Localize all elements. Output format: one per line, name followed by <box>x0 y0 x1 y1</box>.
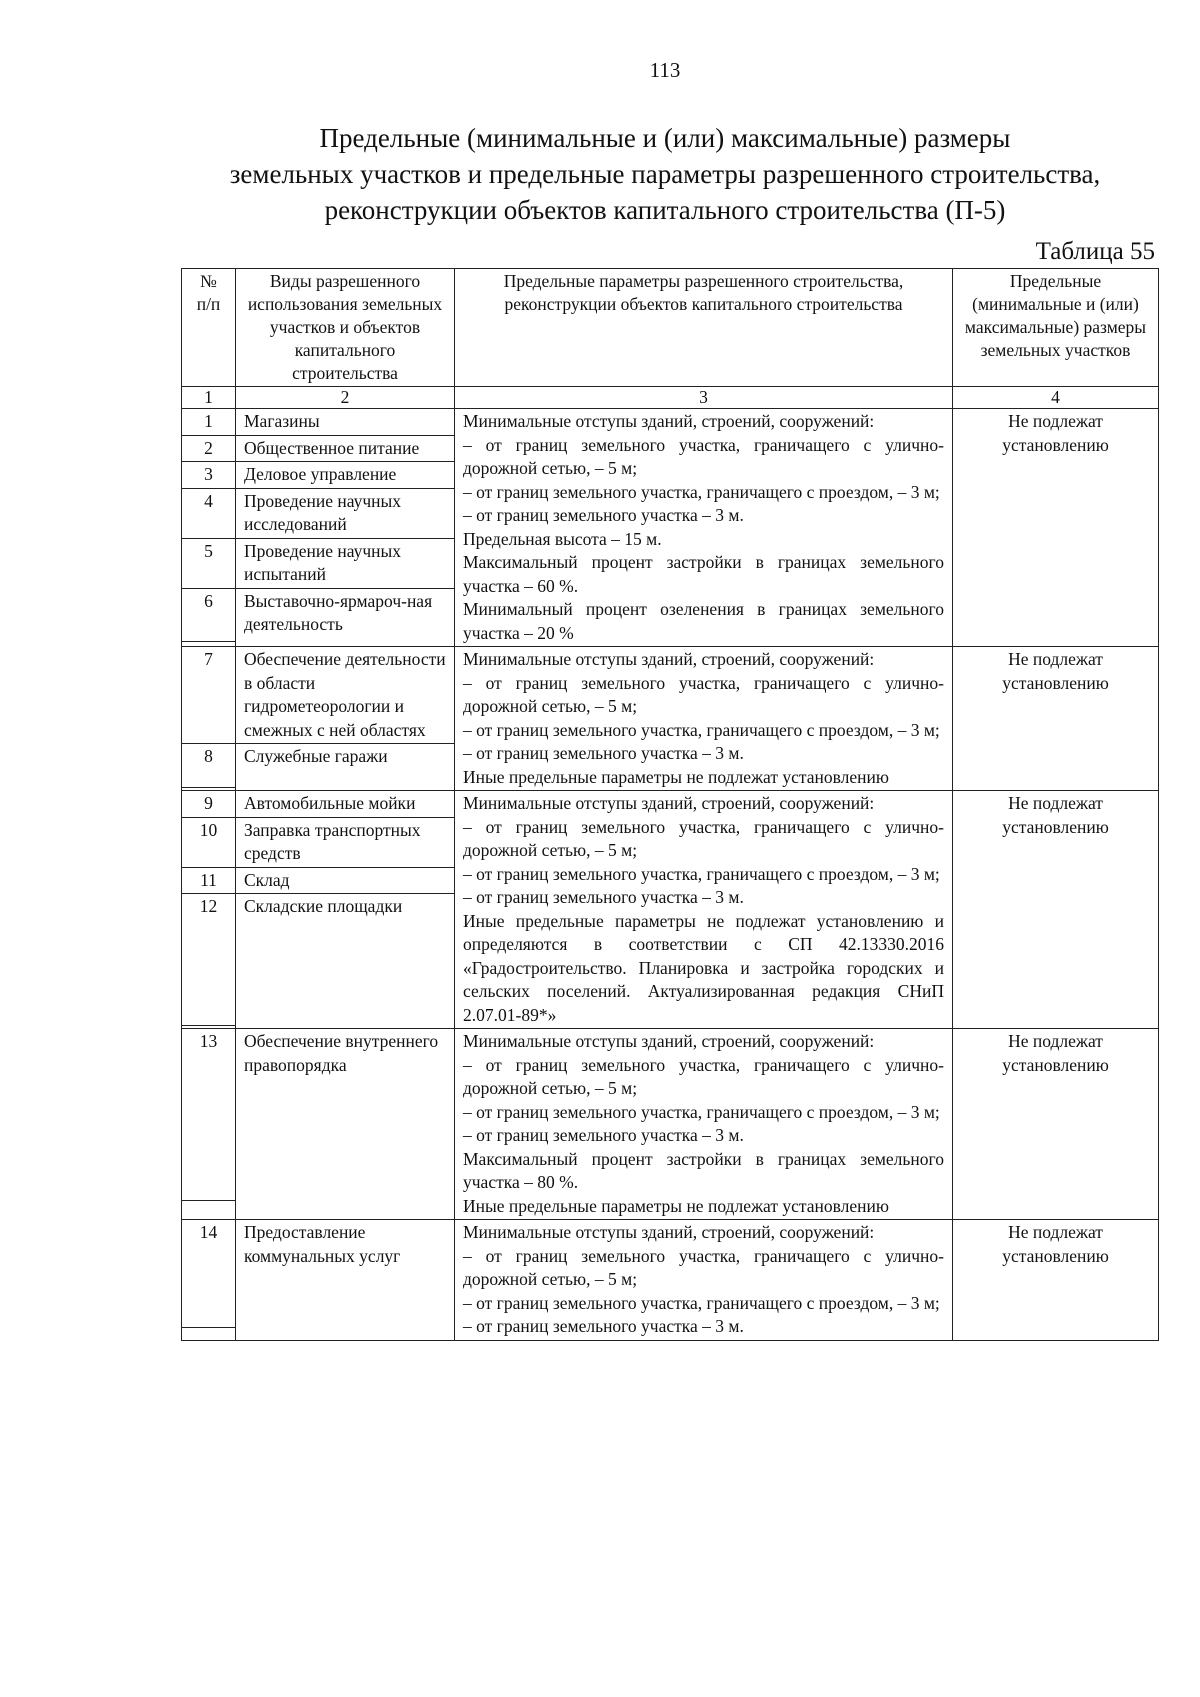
title-line-2: земельных участков и предельные параметры разрешенного строительства, <box>229 159 1101 189</box>
empty-cell <box>182 1328 236 1340</box>
table-header-row <box>182 269 1159 387</box>
header-construction-parameters: Предельные параметры разрешенного строительства, реконструкции объектов капитального строительства <box>455 269 953 387</box>
header-plot-size: Предельные (минимальные и (или) максимальные) размеры земельных участков <box>953 269 1159 387</box>
row-number: 12 <box>182 894 236 1026</box>
permitted-use-name: Магазины <box>236 409 455 436</box>
permitted-use-name: Склад <box>236 867 455 894</box>
row-number: 7 <box>182 647 236 744</box>
plot-size-value: Не подлежат установлению <box>953 1220 1159 1341</box>
construction-parameters: Минимальные отступы зданий, строений, сооружений: – от границ земельного участка, граничащего с улично-дорожной сетью, – 5 м; – от границ земельного участка, граничащего с проездом, – 3 м; – от границ земельного участка – 3 м. Максимальный процент застройки в границах земельного участка – 80 %. Иные предельные параметры не подлежат установлению <box>455 1029 953 1220</box>
permitted-use-name: Обеспечение деятельности в области гидрометеорологии и смежных с ней областях <box>236 647 455 744</box>
column-index: 2 <box>236 387 455 409</box>
table-row <box>182 647 1159 744</box>
row-number: 4 <box>182 488 236 538</box>
permitted-use-name: Заправка транспортных средств <box>236 817 455 867</box>
construction-parameters: Минимальные отступы зданий, строений, сооружений: – от границ земельного участка, граничащего с улично-дорожной сетью, – 5 м; – от границ земельного участка, граничащего с проездом, – 3 м; – от границ земельного участка – 3 м. Предельная высота – 15 м. Максимальный процент застройки в границах земельного участка – 60 %. Минимальный процент озеленения в границах земельного участка – 20 % <box>455 409 953 647</box>
header-permitted-use: Виды разрешенного использования земельных участков и объектов капитального строительства <box>236 269 455 387</box>
plot-size-value: Не подлежат установлению <box>953 791 1159 1029</box>
row-number: 5 <box>182 538 236 588</box>
column-index: 1 <box>182 387 236 409</box>
row-number: 6 <box>182 588 236 641</box>
empty-cell <box>182 1200 236 1219</box>
row-number: 8 <box>182 744 236 788</box>
title-line-1: Предельные (минимальные и (или) максимальные) размеры <box>319 123 1011 153</box>
plot-size-value: Не подлежат установлению <box>953 409 1159 647</box>
row-number: 9 <box>182 791 236 818</box>
page-number: 113 <box>649 58 681 82</box>
permitted-use-name: Складские площадки <box>236 894 455 1029</box>
permitted-use-name: Служебные гаражи <box>236 744 455 791</box>
page-title <box>165 120 1165 228</box>
row-number: 1 <box>182 409 236 436</box>
permitted-use-name: Обеспечение внутреннего правопорядка <box>236 1029 455 1220</box>
column-index-row <box>182 387 1159 409</box>
plot-size-value: Не подлежат установлению <box>953 1029 1159 1220</box>
column-index: 3 <box>455 387 953 409</box>
permitted-use-name: Предоставление коммунальных услуг <box>236 1220 455 1341</box>
plot-size-value: Не подлежат установлению <box>953 647 1159 791</box>
permitted-use-name: Деловое управление <box>236 462 455 489</box>
table-row <box>182 791 1159 818</box>
row-number: 2 <box>182 435 236 462</box>
table-row <box>182 1029 1159 1201</box>
row-number: 11 <box>182 867 236 894</box>
table-row <box>182 1220 1159 1328</box>
construction-parameters: Минимальные отступы зданий, строений, сооружений: – от границ земельного участка, граничащего с улично-дорожной сетью, – 5 м; – от границ земельного участка, граничащего с проездом, – 3 м; – от границ земельного участка – 3 м. Иные предельные параметры не подлежат установлению <box>455 647 953 791</box>
permitted-use-name: Общественное питание <box>236 435 455 462</box>
table-row <box>182 409 1159 436</box>
header-number: № п/п <box>182 269 236 387</box>
construction-parameters: Минимальные отступы зданий, строений, сооружений: – от границ земельного участка, граничащего с улично-дорожной сетью, – 5 м; – от границ земельного участка, граничащего с проездом, – 3 м; – от границ земельного участка – 3 м. Иные предельные параметры не подлежат установлению и определяются в соответствии с СП 42.13330.2016 «Градостроительство. Планировка и застройка городских и сельских поселений. Актуализированная редакция СНиП 2.07.01-89*» <box>455 791 953 1029</box>
column-index: 4 <box>953 387 1159 409</box>
permitted-use-name: Автомобильные мойки <box>236 791 455 818</box>
row-number: 10 <box>182 817 236 867</box>
title-line-3: реконструкции объектов капитального строительства (П-5) <box>324 195 1006 225</box>
row-number: 14 <box>182 1220 236 1328</box>
table-label: Таблица 55 <box>1035 238 1155 265</box>
permitted-use-name: Проведение научных испытаний <box>236 538 455 588</box>
construction-parameters: Минимальные отступы зданий, строений, сооружений: – от границ земельного участка, граничащего с улично-дорожной сетью, – 5 м; – от границ земельного участка, граничащего с проездом, – 3 м; – от границ земельного участка – 3 м. <box>455 1220 953 1341</box>
permitted-use-name: Выставочно-ярмароч-ная деятельность <box>236 588 455 647</box>
permitted-use-name: Проведение научных исследований <box>236 488 455 538</box>
regulations-table <box>181 268 1159 1341</box>
row-number: 3 <box>182 462 236 489</box>
table-body <box>182 409 1159 1341</box>
row-number: 13 <box>182 1029 236 1201</box>
